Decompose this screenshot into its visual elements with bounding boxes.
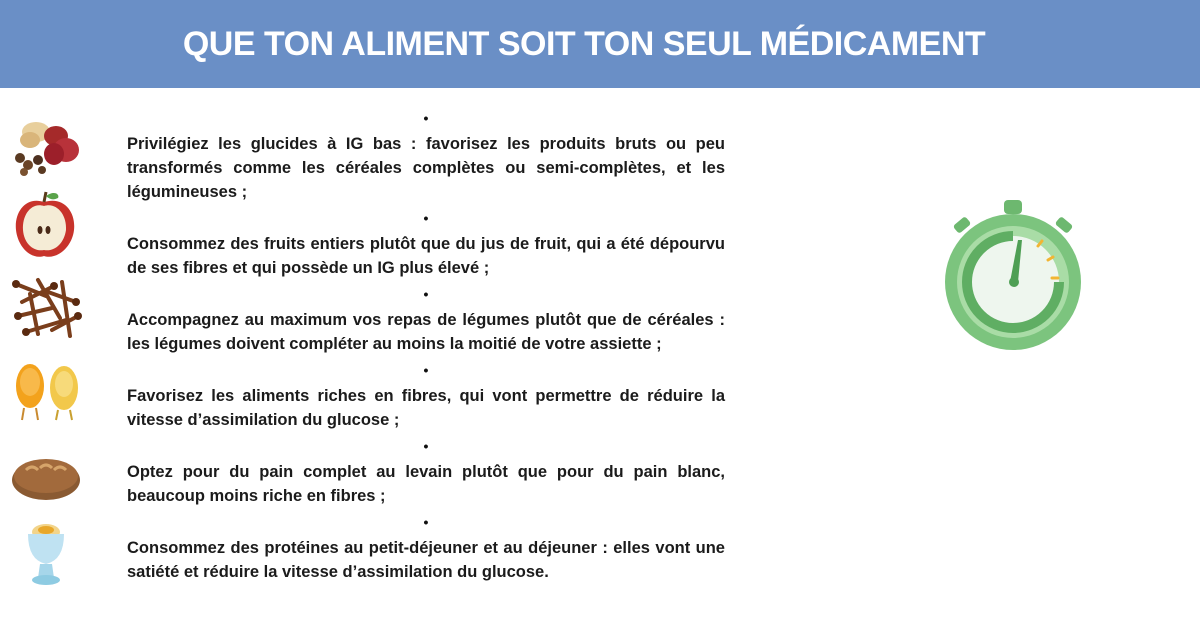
- page-title: QUE TON ALIMENT SOIT TON SEUL MÉDICAMENT: [182, 24, 986, 63]
- item-text: Accompagnez au maximum vos repas de légumes plutôt que de céréales : les légumes doivent compléter au moins la moitié de votre assiette ;: [127, 311, 725, 353]
- food-icons-column: [8, 100, 88, 600]
- egg-cup-icon: [8, 518, 86, 590]
- item-text: Favorisez les aliments riches en fibres, qui vont permettre de réduire la vitesse d’assimilation du glucose ;: [127, 387, 725, 429]
- bullet-point: •: [423, 438, 429, 454]
- bullet-point: •: [423, 362, 429, 378]
- list-item: [127, 110, 725, 204]
- list-item: [127, 438, 725, 508]
- bullet-point: •: [423, 286, 429, 302]
- orange-fruits-icon: [8, 356, 86, 428]
- nuts-and-beans-icon: [8, 110, 86, 182]
- list-item: [127, 286, 725, 356]
- bullet-point: •: [423, 514, 429, 530]
- stopwatch-icon: [938, 196, 1088, 352]
- item-text: Privilégiez les glucides à IG bas : favorisez les produits bruts ou peu transformés comme les céréales complètes ou semi-complètes, et les légumineuses ;: [127, 135, 725, 201]
- item-text: Optez pour du pain complet au levain plutôt que pour du pain blanc, beaucoup moins riche en fibres ;: [127, 463, 725, 505]
- bullet-point: •: [423, 210, 429, 226]
- bullet-point: •: [423, 110, 429, 126]
- item-text: Consommez des protéines au petit-déjeuner et au déjeuner : elles vont une satiété et réduire la vitesse d’assimilation du glucose.: [127, 539, 725, 581]
- apple-half-icon: [8, 190, 86, 262]
- title-banner: [0, 0, 1200, 88]
- list-item: [127, 210, 725, 280]
- item-text: Consommez des fruits entiers plutôt que du jus de fruit, qui a été dépourvu de ses fibres et qui possède un IG plus élevé ;: [127, 235, 725, 277]
- bread-loaf-icon: [8, 440, 86, 512]
- list-item: [127, 362, 725, 432]
- advice-list: [127, 110, 725, 590]
- cloves-icon: [8, 272, 86, 344]
- list-item: [127, 514, 725, 584]
